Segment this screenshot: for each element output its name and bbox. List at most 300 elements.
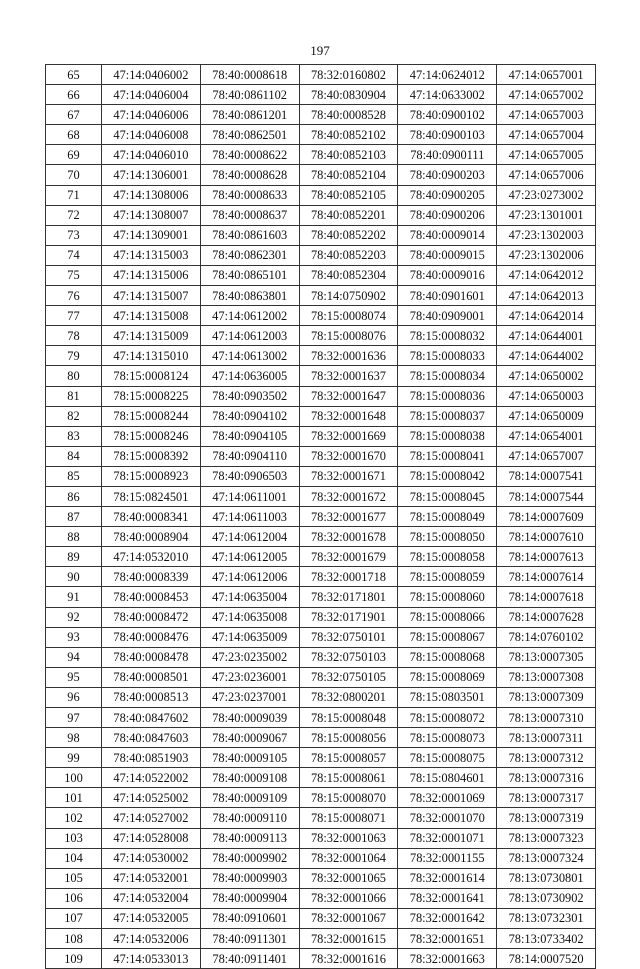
cadastral-number-cell: 78:40:0852102: [299, 125, 398, 145]
cadastral-number-cell: 47:14:0635008: [200, 607, 299, 627]
cadastral-number-cell: 78:15:0008057: [299, 748, 398, 768]
row-number-cell: 90: [46, 567, 102, 587]
cadastral-number-cell: 78:15:0008050: [398, 527, 497, 547]
cadastral-number-cell: 78:14:0750902: [299, 286, 398, 306]
cadastral-number-cell: 78:40:0008622: [200, 145, 299, 165]
row-number-cell: 100: [46, 768, 102, 788]
cadastral-number-cell: 78:15:0008124: [102, 366, 201, 386]
cadastral-number-cell: 47:14:0406002: [102, 65, 201, 85]
cadastral-number-cell: 47:14:0533013: [102, 949, 201, 969]
cadastral-number-cell: 78:15:0008033: [398, 346, 497, 366]
cadastral-number-cell: 78:13:0007309: [497, 687, 596, 707]
cadastral-number-cell: 78:40:0009902: [200, 848, 299, 868]
table-row: [46, 908, 596, 928]
cadastral-number-cell: 47:23:1301001: [497, 205, 596, 225]
table-row: [46, 486, 596, 506]
table-row: [46, 527, 596, 547]
cadastral-number-cell: 78:40:0008618: [200, 65, 299, 85]
cadastral-number-cell: 47:14:0657001: [497, 65, 596, 85]
row-number-cell: 91: [46, 587, 102, 607]
cadastral-number-cell: 78:40:0909001: [398, 306, 497, 326]
table-row: [46, 386, 596, 406]
table-row: [46, 607, 596, 627]
row-number-cell: 67: [46, 105, 102, 125]
row-number-cell: 68: [46, 125, 102, 145]
cadastral-number-cell: 78:32:0750103: [299, 647, 398, 667]
cadastral-number-cell: 78:32:0001071: [398, 828, 497, 848]
row-number-cell: 99: [46, 748, 102, 768]
cadastral-number-cell: 47:14:0612002: [200, 306, 299, 326]
cadastral-number-cell: 47:14:1315009: [102, 326, 201, 346]
table-row: [46, 125, 596, 145]
cadastral-number-cell: 47:14:0642014: [497, 306, 596, 326]
cadastral-number-cell: 47:23:1302003: [497, 225, 596, 245]
table-row: [46, 507, 596, 527]
cadastral-number-cell: 47:14:0532006: [102, 929, 201, 949]
cadastral-number-cell: 78:14:0007544: [497, 486, 596, 506]
table-row: [46, 808, 596, 828]
cadastral-number-cell: 78:15:0008038: [398, 426, 497, 446]
table-row: [46, 828, 596, 848]
cadastral-number-cell: 78:32:0001066: [299, 888, 398, 908]
table-row: [46, 225, 596, 245]
table-row: [46, 949, 596, 969]
cadastral-number-cell: 78:14:0007541: [497, 466, 596, 486]
cadastral-number-cell: 78:15:0008045: [398, 486, 497, 506]
table-row: [46, 848, 596, 868]
cadastral-number-cell: 47:14:0532010: [102, 547, 201, 567]
cadastral-number-cell: 78:15:0008032: [398, 326, 497, 346]
cadastral-number-cell: 47:23:0273002: [497, 185, 596, 205]
row-number-cell: 108: [46, 929, 102, 949]
row-number-cell: 88: [46, 527, 102, 547]
cadastral-number-cell: 47:14:0522002: [102, 768, 201, 788]
cadastral-number-cell: 78:40:0008904: [102, 527, 201, 547]
cadastral-number-cell: 78:40:0847602: [102, 708, 201, 728]
row-number-cell: 78: [46, 326, 102, 346]
cadastral-number-cell: 78:13:0730902: [497, 888, 596, 908]
cadastral-number-cell: 78:40:0830904: [299, 85, 398, 105]
cadastral-number-cell: 47:14:0624012: [398, 65, 497, 85]
row-number-cell: 80: [46, 366, 102, 386]
cadastral-number-cell: 78:32:0001651: [398, 929, 497, 949]
row-number-cell: 96: [46, 687, 102, 707]
table-row: [46, 185, 596, 205]
cadastral-number-cell: 78:32:0001637: [299, 366, 398, 386]
row-number-cell: 87: [46, 507, 102, 527]
cadastral-number-cell: 78:32:0800201: [299, 687, 398, 707]
cadastral-number-cell: 78:40:0009016: [398, 265, 497, 285]
cadastral-number-cell: 78:40:0008528: [299, 105, 398, 125]
row-number-cell: 82: [46, 406, 102, 426]
cadastral-number-cell: 78:32:0001641: [398, 888, 497, 908]
cadastral-number-cell: 78:13:0007311: [497, 728, 596, 748]
row-number-cell: 83: [46, 426, 102, 446]
cadastral-number-cell: 78:32:0001155: [398, 848, 497, 868]
cadastral-number-cell: 78:40:0009067: [200, 728, 299, 748]
row-number-cell: 97: [46, 708, 102, 728]
row-number-cell: 79: [46, 346, 102, 366]
cadastral-number-cell: 78:13:0007319: [497, 808, 596, 828]
cadastral-number-cell: 47:14:0611001: [200, 486, 299, 506]
cadastral-number-cell: 78:15:0008041: [398, 446, 497, 466]
table-row: [46, 205, 596, 225]
cadastral-number-cell: 47:14:0406006: [102, 105, 201, 125]
row-number-cell: 85: [46, 466, 102, 486]
cadastral-number-cell: 78:15:0803501: [398, 687, 497, 707]
cadastral-number-cell: 78:40:0904102: [200, 406, 299, 426]
cadastral-number-cell: 78:15:0008072: [398, 708, 497, 728]
cadastral-number-cell: 47:14:0636005: [200, 366, 299, 386]
cadastral-number-cell: 78:15:0008061: [299, 768, 398, 788]
cadastral-number-cell: 78:40:0900103: [398, 125, 497, 145]
table-row: [46, 245, 596, 265]
cadastral-table: [45, 64, 596, 969]
cadastral-number-cell: 47:14:0642013: [497, 286, 596, 306]
row-number-cell: 70: [46, 165, 102, 185]
cadastral-number-cell: 47:23:0237001: [200, 687, 299, 707]
cadastral-number-cell: 78:40:0910601: [200, 908, 299, 928]
row-number-cell: 71: [46, 185, 102, 205]
cadastral-number-cell: 78:40:0008637: [200, 205, 299, 225]
table-row: [46, 426, 596, 446]
cadastral-number-cell: 78:40:0852202: [299, 225, 398, 245]
cadastral-number-cell: 78:15:0008049: [398, 507, 497, 527]
cadastral-number-cell: 47:14:0657005: [497, 145, 596, 165]
cadastral-number-cell: 47:14:0406010: [102, 145, 201, 165]
cadastral-number-cell: 78:32:0750101: [299, 627, 398, 647]
cadastral-number-cell: 78:32:0171801: [299, 587, 398, 607]
cadastral-number-cell: 78:40:0851903: [102, 748, 201, 768]
table-row: [46, 647, 596, 667]
cadastral-number-cell: 78:15:0008073: [398, 728, 497, 748]
cadastral-number-cell: 78:15:0008246: [102, 426, 201, 446]
cadastral-number-cell: 78:15:0008075: [398, 748, 497, 768]
cadastral-number-cell: 47:23:0236001: [200, 667, 299, 687]
cadastral-number-cell: 78:32:0001672: [299, 486, 398, 506]
cadastral-number-cell: 78:32:0001679: [299, 547, 398, 567]
cadastral-number-cell: 47:14:1309001: [102, 225, 201, 245]
cadastral-number-cell: 78:32:0001670: [299, 446, 398, 466]
cadastral-number-cell: 47:14:0635009: [200, 627, 299, 647]
cadastral-number-cell: 47:14:0644002: [497, 346, 596, 366]
cadastral-number-cell: 78:15:0008067: [398, 627, 497, 647]
row-number-cell: 76: [46, 286, 102, 306]
cadastral-number-cell: 78:40:0900102: [398, 105, 497, 125]
cadastral-number-cell: 78:32:0001647: [299, 386, 398, 406]
row-number-cell: 72: [46, 205, 102, 225]
cadastral-number-cell: 47:14:0528008: [102, 828, 201, 848]
row-number-cell: 105: [46, 868, 102, 888]
cadastral-number-cell: 78:13:0733402: [497, 929, 596, 949]
row-number-cell: 74: [46, 245, 102, 265]
cadastral-number-cell: 78:40:0900205: [398, 185, 497, 205]
cadastral-number-cell: 78:40:0911301: [200, 929, 299, 949]
cadastral-number-cell: 78:32:0750105: [299, 667, 398, 687]
cadastral-number-cell: 78:14:0007610: [497, 527, 596, 547]
table-row: [46, 868, 596, 888]
cadastral-number-cell: 78:15:0008058: [398, 547, 497, 567]
table-row: [46, 567, 596, 587]
row-number-cell: 86: [46, 486, 102, 506]
table-row: [46, 446, 596, 466]
cadastral-number-cell: 47:14:1315003: [102, 245, 201, 265]
cadastral-number-cell: 78:13:0007323: [497, 828, 596, 848]
cadastral-number-cell: 78:40:0009039: [200, 708, 299, 728]
cadastral-number-cell: 78:32:0001677: [299, 507, 398, 527]
table-row: [46, 105, 596, 125]
cadastral-number-cell: 78:40:0008478: [102, 647, 201, 667]
row-number-cell: 75: [46, 265, 102, 285]
cadastral-number-cell: 78:40:0863801: [200, 286, 299, 306]
cadastral-number-cell: 47:14:0611003: [200, 507, 299, 527]
cadastral-number-cell: 78:32:0001636: [299, 346, 398, 366]
table-row: [46, 627, 596, 647]
cadastral-number-cell: 78:40:0862301: [200, 245, 299, 265]
cadastral-number-cell: 78:13:0007308: [497, 667, 596, 687]
table-row: [46, 667, 596, 687]
table-row: [46, 547, 596, 567]
cadastral-number-cell: 47:14:0525002: [102, 788, 201, 808]
cadastral-number-cell: 47:14:1308007: [102, 205, 201, 225]
cadastral-number-cell: 78:15:0008034: [398, 366, 497, 386]
cadastral-number-cell: 78:40:0861201: [200, 105, 299, 125]
cadastral-number-cell: 78:32:0001614: [398, 868, 497, 888]
table-row: [46, 65, 596, 85]
cadastral-number-cell: 78:40:0852201: [299, 205, 398, 225]
cadastral-number-cell: 78:15:0008042: [398, 466, 497, 486]
table-row: [46, 286, 596, 306]
cadastral-number-cell: 78:15:0008048: [299, 708, 398, 728]
cadastral-number-cell: 78:40:0009109: [200, 788, 299, 808]
cadastral-number-cell: 78:13:0730801: [497, 868, 596, 888]
cadastral-number-cell: 78:32:0001678: [299, 527, 398, 547]
cadastral-number-cell: 78:40:0900206: [398, 205, 497, 225]
row-number-cell: 73: [46, 225, 102, 245]
cadastral-number-cell: 78:40:0852203: [299, 245, 398, 265]
cadastral-number-cell: 78:40:0008476: [102, 627, 201, 647]
row-number-cell: 84: [46, 446, 102, 466]
cadastral-number-cell: 78:40:0008339: [102, 567, 201, 587]
table-row: [46, 265, 596, 285]
cadastral-number-cell: 78:40:0911401: [200, 949, 299, 969]
cadastral-number-cell: 78:32:0001718: [299, 567, 398, 587]
cadastral-number-cell: 78:15:0008060: [398, 587, 497, 607]
cadastral-number-cell: 47:14:1308006: [102, 185, 201, 205]
cadastral-number-cell: 78:40:0009014: [398, 225, 497, 245]
cadastral-number-cell: 78:40:0852304: [299, 265, 398, 285]
cadastral-number-cell: 78:40:0009903: [200, 868, 299, 888]
cadastral-number-cell: 47:14:0612006: [200, 567, 299, 587]
cadastral-number-cell: 78:40:0008341: [102, 507, 201, 527]
row-number-cell: 98: [46, 728, 102, 748]
cadastral-number-cell: 78:15:0008071: [299, 808, 398, 828]
cadastral-number-cell: 47:14:0635004: [200, 587, 299, 607]
cadastral-number-cell: 78:40:0008628: [200, 165, 299, 185]
cadastral-number-cell: 78:15:0008059: [398, 567, 497, 587]
cadastral-number-cell: 78:15:0824501: [102, 486, 201, 506]
row-number-cell: 66: [46, 85, 102, 105]
row-number-cell: 102: [46, 808, 102, 828]
table-row: [46, 728, 596, 748]
cadastral-number-cell: 78:15:0008037: [398, 406, 497, 426]
cadastral-number-cell: 78:32:0001642: [398, 908, 497, 928]
table-row: [46, 145, 596, 165]
cadastral-number-cell: 78:15:0008069: [398, 667, 497, 687]
table-row: [46, 788, 596, 808]
cadastral-number-cell: 47:14:0612005: [200, 547, 299, 567]
cadastral-number-cell: 47:14:0644001: [497, 326, 596, 346]
cadastral-number-cell: 47:14:0650002: [497, 366, 596, 386]
cadastral-number-cell: 78:14:0007609: [497, 507, 596, 527]
row-number-cell: 92: [46, 607, 102, 627]
table-row: [46, 306, 596, 326]
cadastral-number-cell: 78:15:0008392: [102, 446, 201, 466]
cadastral-number-cell: 47:14:0406004: [102, 85, 201, 105]
cadastral-number-cell: 78:40:0008513: [102, 687, 201, 707]
cadastral-number-cell: 47:14:0406008: [102, 125, 201, 145]
row-number-cell: 106: [46, 888, 102, 908]
row-number-cell: 101: [46, 788, 102, 808]
table-row: [46, 888, 596, 908]
cadastral-number-cell: 78:14:0760102: [497, 627, 596, 647]
cadastral-number-cell: 47:14:1315007: [102, 286, 201, 306]
cadastral-number-cell: 78:15:0008225: [102, 386, 201, 406]
cadastral-number-cell: 47:14:1315008: [102, 306, 201, 326]
cadastral-number-cell: 78:15:0008068: [398, 647, 497, 667]
row-number-cell: 89: [46, 547, 102, 567]
table-row: [46, 587, 596, 607]
table-row: [46, 406, 596, 426]
row-number-cell: 103: [46, 828, 102, 848]
cadastral-number-cell: 47:14:0650003: [497, 386, 596, 406]
cadastral-number-cell: 78:15:0804601: [398, 768, 497, 788]
cadastral-number-cell: 78:13:0007324: [497, 848, 596, 868]
table-row: [46, 346, 596, 366]
cadastral-number-cell: 78:15:0008076: [299, 326, 398, 346]
cadastral-number-cell: 78:32:0160802: [299, 65, 398, 85]
cadastral-number-cell: 78:40:0009108: [200, 768, 299, 788]
cadastral-number-cell: 47:14:0633002: [398, 85, 497, 105]
cadastral-number-cell: 47:23:0235002: [200, 647, 299, 667]
cadastral-number-cell: 47:14:0657004: [497, 125, 596, 145]
cadastral-number-cell: 78:40:0900203: [398, 165, 497, 185]
cadastral-number-cell: 78:32:0001067: [299, 908, 398, 928]
cadastral-number-cell: 78:13:0007310: [497, 708, 596, 728]
cadastral-number-cell: 78:32:0001663: [398, 949, 497, 969]
cadastral-number-cell: 78:40:0009105: [200, 748, 299, 768]
cadastral-number-cell: 47:14:0612003: [200, 326, 299, 346]
row-number-cell: 95: [46, 667, 102, 687]
cadastral-number-cell: 78:40:0009113: [200, 828, 299, 848]
table-row: [46, 929, 596, 949]
cadastral-number-cell: 78:15:0008923: [102, 466, 201, 486]
cadastral-number-cell: 78:15:0008056: [299, 728, 398, 748]
row-number-cell: 109: [46, 949, 102, 969]
cadastral-number-cell: 47:14:0532001: [102, 868, 201, 888]
cadastral-number-cell: 47:14:1306001: [102, 165, 201, 185]
cadastral-number-cell: 78:14:0007520: [497, 949, 596, 969]
cadastral-number-cell: 47:14:0657006: [497, 165, 596, 185]
cadastral-number-cell: 47:14:1315006: [102, 265, 201, 285]
cadastral-number-cell: 78:13:0007305: [497, 647, 596, 667]
cadastral-number-cell: 47:14:0654001: [497, 426, 596, 446]
cadastral-number-cell: 47:14:0657002: [497, 85, 596, 105]
cadastral-number-cell: 78:15:0008036: [398, 386, 497, 406]
cadastral-number-cell: 47:14:0527002: [102, 808, 201, 828]
cadastral-number-cell: 78:32:0001615: [299, 929, 398, 949]
cadastral-number-cell: 78:14:0007613: [497, 547, 596, 567]
cadastral-number-cell: 78:13:0732301: [497, 908, 596, 928]
row-number-cell: 77: [46, 306, 102, 326]
page-number: 197: [310, 43, 330, 58]
table-row: [46, 466, 596, 486]
table-row: [46, 366, 596, 386]
cadastral-number-cell: 78:15:0008066: [398, 607, 497, 627]
cadastral-number-cell: 78:13:0007317: [497, 788, 596, 808]
cadastral-number-cell: 78:40:0852103: [299, 145, 398, 165]
cadastral-number-cell: 47:14:0613002: [200, 346, 299, 366]
row-number-cell: 93: [46, 627, 102, 647]
cadastral-number-cell: 78:40:0008501: [102, 667, 201, 687]
row-number-cell: 81: [46, 386, 102, 406]
cadastral-number-cell: 47:14:0657003: [497, 105, 596, 125]
row-number-cell: 69: [46, 145, 102, 165]
cadastral-number-cell: 78:40:0901601: [398, 286, 497, 306]
cadastral-number-cell: 78:32:0001671: [299, 466, 398, 486]
cadastral-number-cell: 78:40:0861102: [200, 85, 299, 105]
cadastral-number-cell: 78:32:0001064: [299, 848, 398, 868]
table-row: [46, 85, 596, 105]
cadastral-number-cell: 78:40:0852104: [299, 165, 398, 185]
cadastral-number-cell: 47:23:1302006: [497, 245, 596, 265]
cadastral-number-cell: 78:40:0009110: [200, 808, 299, 828]
row-number-cell: 107: [46, 908, 102, 928]
cadastral-number-cell: 78:32:0001069: [398, 788, 497, 808]
cadastral-number-cell: 78:32:0001065: [299, 868, 398, 888]
cadastral-number-cell: 78:40:0861603: [200, 225, 299, 245]
row-number-cell: 94: [46, 647, 102, 667]
row-number-cell: 104: [46, 848, 102, 868]
cadastral-number-cell: 78:40:0904110: [200, 446, 299, 466]
cadastral-number-cell: 78:40:0906503: [200, 466, 299, 486]
cadastral-number-cell: 78:32:0001063: [299, 828, 398, 848]
cadastral-number-cell: 78:14:0007618: [497, 587, 596, 607]
cadastral-number-cell: 78:40:0852105: [299, 185, 398, 205]
cadastral-number-cell: 78:13:0007312: [497, 748, 596, 768]
cadastral-number-cell: 78:40:0904105: [200, 426, 299, 446]
table-row: [46, 326, 596, 346]
cadastral-number-cell: 47:14:0612004: [200, 527, 299, 547]
cadastral-number-cell: 78:40:0009904: [200, 888, 299, 908]
cadastral-number-cell: 78:13:0007316: [497, 768, 596, 788]
cadastral-number-cell: 78:40:0008633: [200, 185, 299, 205]
cadastral-number-cell: 78:32:0001669: [299, 426, 398, 446]
cadastral-number-cell: 78:32:0001616: [299, 949, 398, 969]
cadastral-number-cell: 78:40:0008453: [102, 587, 201, 607]
cadastral-number-cell: 78:32:0171901: [299, 607, 398, 627]
cadastral-number-cell: 78:14:0007628: [497, 607, 596, 627]
table-row: [46, 687, 596, 707]
cadastral-number-cell: 78:40:0903502: [200, 386, 299, 406]
cadastral-number-cell: 78:40:0900111: [398, 145, 497, 165]
cadastral-number-cell: 47:14:0532005: [102, 908, 201, 928]
cadastral-number-cell: 47:14:0530002: [102, 848, 201, 868]
cadastral-number-cell: 78:15:0008074: [299, 306, 398, 326]
cadastral-number-cell: 78:14:0007614: [497, 567, 596, 587]
table-row: [46, 165, 596, 185]
cadastral-number-cell: 78:15:0008244: [102, 406, 201, 426]
